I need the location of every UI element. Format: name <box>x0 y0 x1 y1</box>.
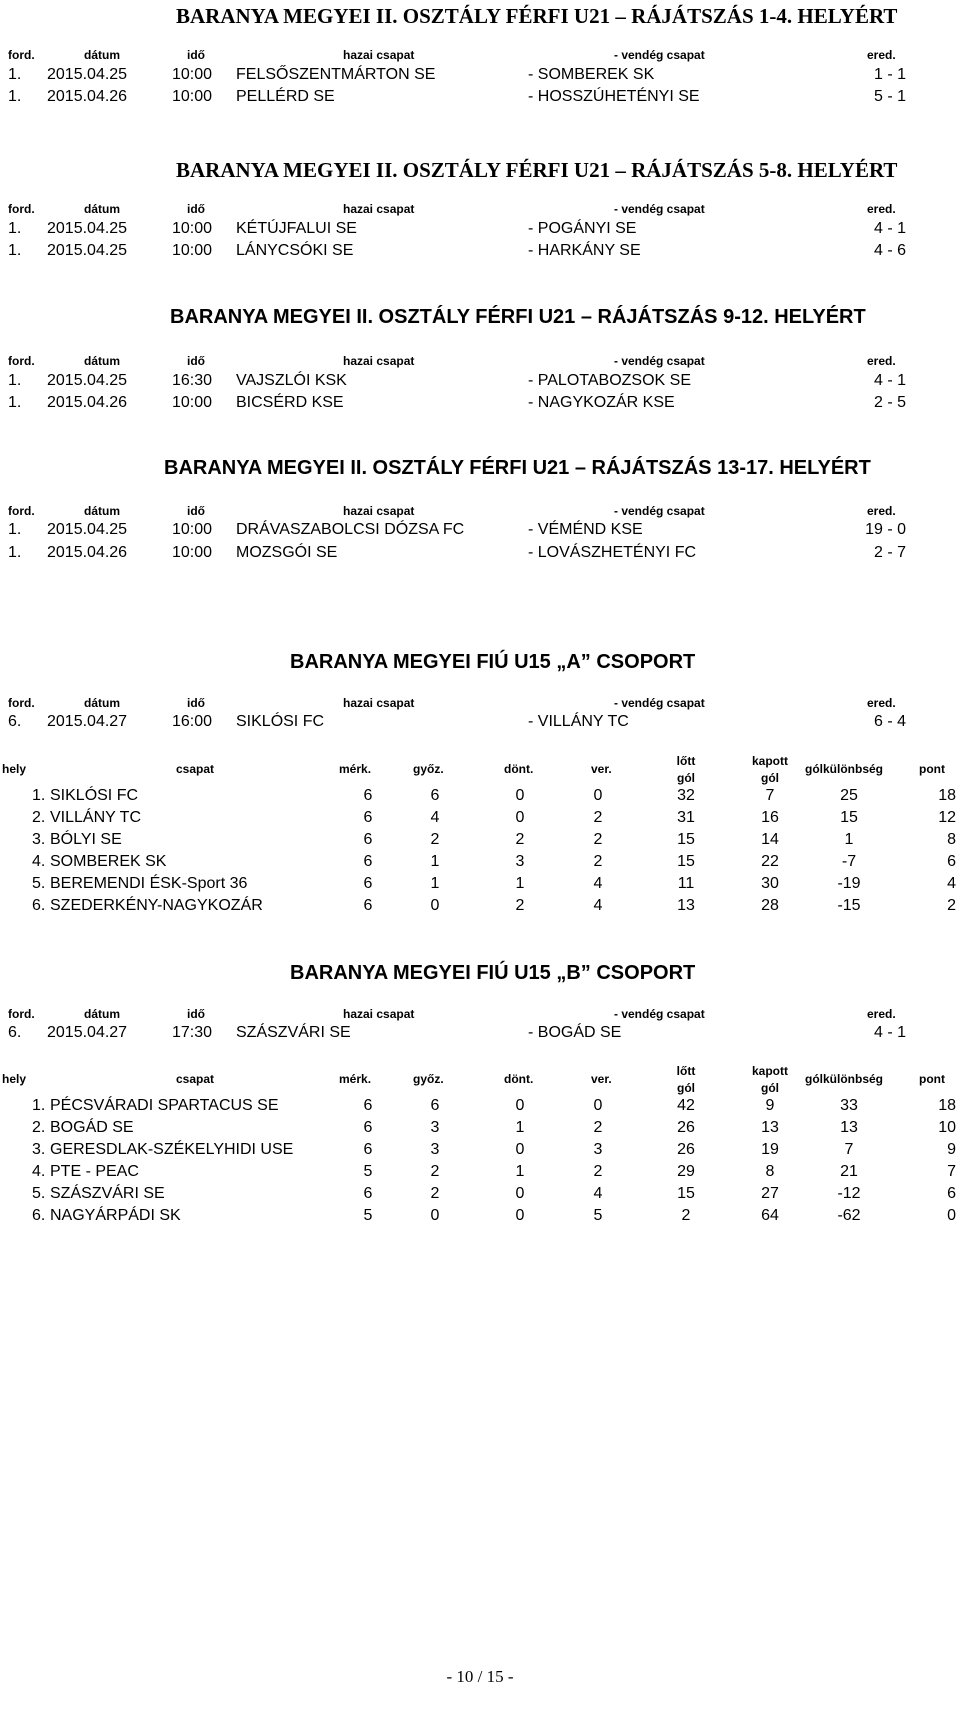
table-row <box>0 853 960 875</box>
cell-merk: 6 <box>363 809 373 826</box>
match-row: 6. 2015.04.27 17:30 SZÁSZVÁRI SE - BOGÁD SE 4 - 1 <box>8 1024 906 1041</box>
cell-kapott: 7 <box>765 787 775 804</box>
cell-kapott: 8 <box>765 1163 775 1180</box>
cell-pont: 9 <box>947 1141 956 1158</box>
cell-kapott: 14 <box>761 831 779 848</box>
cell-ver: 0 <box>593 1097 603 1114</box>
cell-dont: 3 <box>515 853 525 870</box>
cell-kapott: 16 <box>761 809 779 826</box>
cell-lott: 26 <box>677 1119 695 1136</box>
cell-dont: 0 <box>515 1185 525 1202</box>
cell-golkul: 21 <box>840 1163 858 1180</box>
cell-hely: 4. <box>32 1163 46 1180</box>
match-row: 1. 2015.04.26 10:00 BICSÉRD KSE - NAGYKOZÁR KSE 2 - 5 <box>8 394 906 411</box>
cell-golkul: -12 <box>837 1185 861 1202</box>
standings-header: hely csapat mérk. győz. dönt. ver. lőtt gól kapott gól gólkülönbség pont <box>2 1064 945 1095</box>
cell-lott: 2 <box>681 1207 691 1224</box>
cell-pont: 18 <box>938 1097 956 1114</box>
page-number: - 10 / 15 - <box>446 1667 514 1686</box>
cell-ver: 0 <box>593 787 603 804</box>
cell-hely: 5. <box>32 1185 46 1202</box>
match-row: 1. 2015.04.25 16:30 VAJSZLÓI KSK - PALOTABOZSOK SE 4 - 1 <box>8 372 906 389</box>
cell-ver: 4 <box>593 897 603 914</box>
cell-csapat: SIKLÓSI FC <box>50 787 139 804</box>
cell-merk: 6 <box>363 1185 373 1202</box>
cell-ver: 2 <box>593 809 603 826</box>
cell-gyoz: 2 <box>430 1185 440 1202</box>
cell-csapat: PTE - PEAC <box>50 1163 139 1180</box>
cell-hely: 4. <box>32 853 46 870</box>
cell-kapott: 28 <box>761 897 779 914</box>
table-row <box>0 831 960 853</box>
cell-merk: 6 <box>363 853 373 870</box>
match-row: 1. 2015.04.26 10:00 PELLÉRD SE - HOSSZÚHETÉNYI SE 5 - 1 <box>8 88 906 105</box>
cell-lott: 29 <box>677 1163 695 1180</box>
cell-csapat: PÉCSVÁRADI SPARTACUS SE <box>50 1097 279 1114</box>
match-row: 1. 2015.04.25 10:00 LÁNYCSÓKI SE - HARKÁNY SE 4 - 6 <box>8 242 906 259</box>
cell-pont: 2 <box>947 897 956 914</box>
cell-ver: 4 <box>593 875 603 892</box>
cell-gyoz: 6 <box>430 1097 440 1114</box>
table-row <box>0 1207 960 1229</box>
match-header: ford. dátum idő hazai csapat - vendég csapat ered. <box>8 48 896 62</box>
cell-csapat: NAGYÁRPÁDI SK <box>50 1207 181 1224</box>
cell-ver: 5 <box>593 1207 603 1224</box>
cell-gyoz: 3 <box>430 1141 440 1158</box>
cell-hely: 6. <box>32 1207 46 1224</box>
cell-ver: 2 <box>593 1119 603 1136</box>
cell-merk: 6 <box>363 1097 373 1114</box>
cell-golkul: -19 <box>837 875 861 892</box>
cell-dont: 0 <box>515 1141 525 1158</box>
cell-csapat: SZÁSZVÁRI SE <box>50 1185 165 1202</box>
match-header: ford. dátum idő hazai csapat - vendég csapat ered. <box>8 202 896 216</box>
cell-merk: 5 <box>363 1207 373 1224</box>
section-title: BARANYA MEGYEI II. OSZTÁLY FÉRFI U21 – RÁJÁTSZÁS 9-12. HELYÉRT <box>170 306 866 328</box>
cell-merk: 6 <box>363 1141 373 1158</box>
cell-csapat: SZEDERKÉNY-NAGYKOZÁR <box>50 897 263 914</box>
cell-pont: 18 <box>938 787 956 804</box>
cell-dont: 0 <box>515 787 525 804</box>
match-row: 6. 2015.04.27 16:00 SIKLÓSI FC - VILLÁNY TC 6 - 4 <box>8 713 906 730</box>
cell-csapat: VILLÁNY TC <box>50 809 142 826</box>
cell-dont: 1 <box>515 1163 525 1180</box>
cell-lott: 32 <box>677 787 695 804</box>
cell-csapat: SOMBEREK SK <box>50 853 167 870</box>
cell-kapott: 27 <box>761 1185 779 1202</box>
section-title: BARANYA MEGYEI FIÚ U15 „A” CSOPORT <box>290 651 696 673</box>
match-row: 1. 2015.04.25 10:00 DRÁVASZABOLCSI DÓZSA FC - VÉMÉND KSE 19 - 0 <box>8 521 906 538</box>
cell-csapat: BÓLYI SE <box>50 831 122 848</box>
cell-dont: 1 <box>515 1119 525 1136</box>
section-title: BARANYA MEGYEI FIÚ U15 „B” CSOPORT <box>290 962 696 984</box>
cell-dont: 1 <box>515 875 525 892</box>
cell-gyoz: 2 <box>430 1163 440 1180</box>
cell-golkul: 13 <box>840 1119 858 1136</box>
cell-kapott: 30 <box>761 875 779 892</box>
cell-golkul: 25 <box>840 787 858 804</box>
cell-hely: 6. <box>32 897 46 914</box>
cell-golkul: -62 <box>837 1207 861 1224</box>
cell-golkul: -7 <box>841 853 857 870</box>
cell-ver: 4 <box>593 1185 603 1202</box>
cell-merk: 6 <box>363 897 373 914</box>
cell-golkul: 33 <box>840 1097 858 1114</box>
cell-lott: 15 <box>677 853 695 870</box>
cell-hely: 2. <box>32 809 46 826</box>
cell-kapott: 19 <box>761 1141 779 1158</box>
cell-dont: 0 <box>515 809 525 826</box>
cell-merk: 5 <box>363 1163 373 1180</box>
table-row <box>0 1119 960 1141</box>
match-row: 1. 2015.04.25 10:00 KÉTÚJFALUI SE - POGÁNYI SE 4 - 1 <box>8 220 906 237</box>
cell-csapat: BEREMENDI ÉSK-Sport 36 <box>50 875 248 892</box>
cell-pont: 8 <box>947 831 956 848</box>
cell-hely: 5. <box>32 875 46 892</box>
match-header: ford. dátum idő hazai csapat - vendég csapat ered. <box>8 696 896 710</box>
cell-dont: 0 <box>515 1207 525 1224</box>
table-row <box>0 897 960 919</box>
cell-pont: 10 <box>938 1119 956 1136</box>
cell-hely: 3. <box>32 831 46 848</box>
cell-gyoz: 3 <box>430 1119 440 1136</box>
cell-ver: 2 <box>593 853 603 870</box>
cell-ver: 3 <box>593 1141 603 1158</box>
cell-merk: 6 <box>363 1119 373 1136</box>
cell-merk: 6 <box>363 787 373 804</box>
cell-hely: 3. <box>32 1141 46 1158</box>
cell-kapott: 22 <box>761 853 779 870</box>
cell-lott: 31 <box>677 809 695 826</box>
table-row <box>0 1097 960 1119</box>
cell-lott: 15 <box>677 1185 695 1202</box>
cell-kapott: 9 <box>765 1097 775 1114</box>
cell-kapott: 64 <box>761 1207 779 1224</box>
cell-dont: 2 <box>515 831 525 848</box>
section-title: BARANYA MEGYEI II. OSZTÁLY FÉRFI U21 – RÁJÁTSZÁS 13-17. HELYÉRT <box>164 457 871 479</box>
cell-pont: 6 <box>947 1185 956 1202</box>
match-header: ford. dátum idő hazai csapat - vendég csapat ered. <box>8 354 896 368</box>
cell-pont: 6 <box>947 853 956 870</box>
cell-lott: 42 <box>677 1097 695 1114</box>
table-row <box>0 1185 960 1207</box>
cell-golkul: 7 <box>844 1141 854 1158</box>
cell-lott: 26 <box>677 1141 695 1158</box>
cell-pont: 7 <box>947 1163 956 1180</box>
cell-gyoz: 6 <box>430 787 440 804</box>
cell-merk: 6 <box>363 875 373 892</box>
cell-pont: 12 <box>938 809 956 826</box>
cell-gyoz: 1 <box>430 875 440 892</box>
match-row: 1. 2015.04.25 10:00 FELSŐSZENTMÁRTON SE - SOMBEREK SK 1 - 1 <box>8 66 906 83</box>
cell-golkul: -15 <box>837 897 861 914</box>
cell-kapott: 13 <box>761 1119 779 1136</box>
cell-lott: 11 <box>677 875 695 892</box>
cell-dont: 2 <box>515 897 525 914</box>
cell-hely: 1. <box>32 787 46 804</box>
cell-ver: 2 <box>593 831 603 848</box>
table-row <box>0 1141 960 1163</box>
cell-gyoz: 0 <box>430 897 440 914</box>
cell-lott: 13 <box>677 897 695 914</box>
cell-golkul: 15 <box>840 809 858 826</box>
cell-dont: 0 <box>515 1097 525 1114</box>
section-title: BARANYA MEGYEI II. OSZTÁLY FÉRFI U21 – RÁJÁTSZÁS 1-4. HELYÉRT <box>176 4 898 28</box>
cell-gyoz: 0 <box>430 1207 440 1224</box>
cell-pont: 0 <box>947 1207 956 1224</box>
match-header: ford. dátum idő hazai csapat - vendég csapat ered. <box>8 504 896 518</box>
cell-gyoz: 2 <box>430 831 440 848</box>
cell-csapat: GERESDLAK-SZÉKELYHIDI USE <box>50 1141 294 1158</box>
cell-gyoz: 4 <box>430 809 440 826</box>
match-header: ford. dátum idő hazai csapat - vendég csapat ered. <box>8 1007 896 1021</box>
table-row <box>0 875 960 897</box>
section-title: BARANYA MEGYEI II. OSZTÁLY FÉRFI U21 – RÁJÁTSZÁS 5-8. HELYÉRT <box>176 158 898 182</box>
cell-ver: 2 <box>593 1163 603 1180</box>
table-row <box>0 787 960 809</box>
cell-merk: 6 <box>363 831 373 848</box>
table-row <box>0 809 960 831</box>
table-row <box>0 1163 960 1185</box>
cell-gyoz: 1 <box>430 853 440 870</box>
cell-csapat: BOGÁD SE <box>50 1119 134 1136</box>
match-row: 1. 2015.04.26 10:00 MOZSGÓI SE - LOVÁSZHETÉNYI FC 2 - 7 <box>8 544 906 561</box>
cell-golkul: 1 <box>844 831 854 848</box>
cell-hely: 2. <box>32 1119 46 1136</box>
cell-lott: 15 <box>677 831 695 848</box>
cell-pont: 4 <box>947 875 956 892</box>
cell-hely: 1. <box>32 1097 46 1114</box>
standings-header: hely csapat mérk. győz. dönt. ver. lőtt gól kapott gól gólkülönbség pont <box>2 754 945 785</box>
